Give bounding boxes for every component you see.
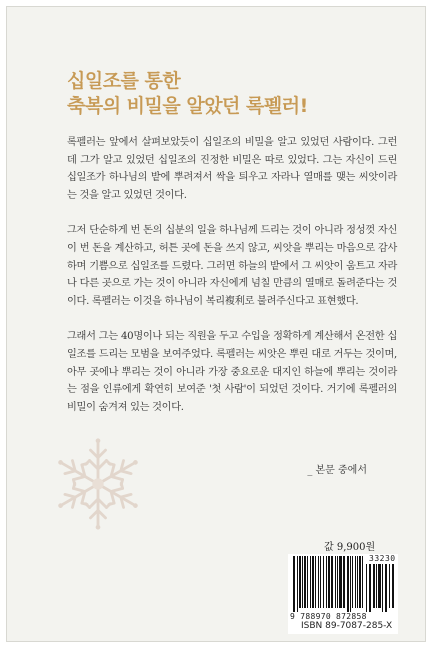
paragraph-1: 록펠러는 앞에서 살펴보았듯이 십일조의 비밀을 알고 있었던 사람이다. 그런데 그가 알고 있었던 십일조의 진정한 비밀은 따로 있었다. 그는 자신이 드린 십일조가 하나님의 밭에 뿌려져서 싹을 틔우고 자라나 열매를 맺는 씨앗이라는 것을 알고 있었던 것이다.	[67, 137, 397, 201]
barcode-addon	[365, 564, 395, 612]
barcode-ean	[292, 556, 364, 612]
paragraph-3: 그래서 그는 40명이나 되는 직원을 두고 수입을 정확하게 계산해서 온전한 십일조를 드리는 모범을 보여주었다. 록펠러는 씨앗은 뿌린 대로 거두는 것이며, 아무 곳에나 뿌리는 것이 아니라 가장 중요로운 대지인 하늘에 뿌리는 것이라는 점을 인류에게 확연히 보여준 '첫 사람'이 되었던 것이다. 거기에 록펠러의 비밀이 숨겨져 있는 것이다.	[67, 331, 397, 413]
book-back-cover	[6, 6, 426, 642]
barcode-ean-digits: 9 788970 872858	[290, 612, 367, 621]
paragraph-2: 그저 단순하게 번 돈의 십분의 일을 하나님께 드리는 것이 아니라 정성껏 자신이 번 돈을 계산하고, 허튼 곳에 돈을 쓰지 않고, 씨앗을 뿌리는 마음으로 감사하며 기쁨으로 십일조를 드렸다. 그러면 하늘의 밭에서 그 씨앗이 움트고 자라나 다른 곳으로 가는 것이 아니라 자신에게 넘칠 만큼의 열매로 돌려준다는 것이다. 록펠러는 이것을 하나님이 복리複利로 불려주신다고 표현했다.	[67, 225, 397, 307]
barcode-addon-digits: 33230	[369, 554, 396, 563]
price-label: 값 9,900원	[324, 542, 376, 553]
barcode-block	[288, 554, 398, 634]
isbn-label: ISBN 89-7087-285-X	[301, 621, 393, 631]
source-note: _ 본문 중에서	[307, 465, 367, 476]
body-text	[67, 134, 397, 434]
headline	[67, 69, 397, 119]
headline-line-2: 축복의 비밀을 알았던 록펠러!	[67, 95, 308, 117]
snowflake-decoration	[51, 437, 145, 531]
headline-line-1: 십일조를 통한	[67, 70, 181, 92]
